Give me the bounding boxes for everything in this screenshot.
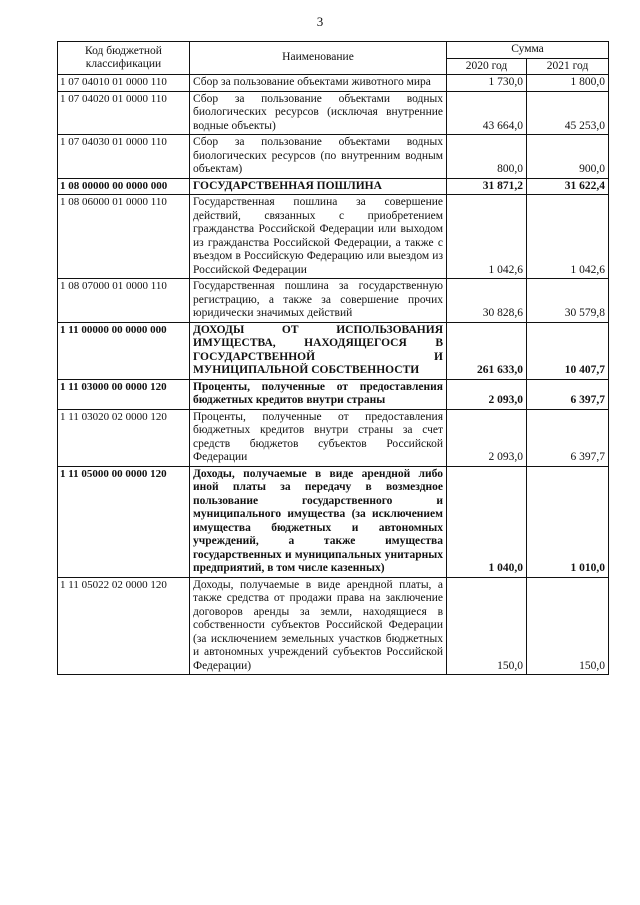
- table-row: [58, 75, 609, 92]
- budget-table: [57, 41, 609, 675]
- table-row: [58, 135, 609, 179]
- row-sum-2021: 1 010,0: [527, 466, 609, 577]
- table-row: [58, 379, 609, 409]
- row-code: 1 11 03000 00 0000 120: [58, 379, 190, 409]
- row-code: 1 08 06000 01 0000 110: [58, 195, 190, 279]
- row-code: 1 11 03020 02 0000 120: [58, 409, 190, 466]
- row-name: Сбор за пользование объектами животного мира: [190, 75, 447, 92]
- row-code: 1 08 07000 01 0000 110: [58, 279, 190, 323]
- row-name: Сбор за пользование объектами водных биологических ресурсов (исключая внутренние водные объекты): [190, 91, 447, 135]
- row-sum-2020: 150,0: [447, 577, 527, 675]
- row-code: 1 11 05000 00 0000 120: [58, 466, 190, 577]
- row-code: 1 11 00000 00 0000 000: [58, 322, 190, 379]
- table-row: [58, 195, 609, 279]
- table-header: [58, 42, 609, 75]
- row-sum-2021: 900,0: [527, 135, 609, 179]
- row-code: 1 07 04010 01 0000 110: [58, 75, 190, 92]
- row-name: ГОСУДАРСТВЕННАЯ ПОШЛИНА: [190, 178, 447, 195]
- row-name: Проценты, полученные от предоставления бюджетных кредитов внутри страны за счет средств бюджетов субъектов Российской Федерации: [190, 409, 447, 466]
- row-code: 1 07 04020 01 0000 110: [58, 91, 190, 135]
- table-row: [58, 178, 609, 195]
- header-year-2021: 2021 год: [527, 58, 609, 75]
- table-row: [58, 279, 609, 323]
- header-name: Наименование: [190, 42, 447, 75]
- row-code: 1 08 00000 00 0000 000: [58, 178, 190, 195]
- row-sum-2020: 1 042,6: [447, 195, 527, 279]
- table-row: [58, 322, 609, 379]
- header-code: Код бюджетной классификации: [58, 42, 190, 75]
- row-sum-2020: 30 828,6: [447, 279, 527, 323]
- row-sum-2021: 1 042,6: [527, 195, 609, 279]
- row-sum-2021: 30 579,8: [527, 279, 609, 323]
- row-sum-2020: 2 093,0: [447, 379, 527, 409]
- row-name: Доходы, получаемые в виде арендной либо иной платы за передачу в возмездное пользование государственного и муниципального имущества (за исключением имущества бюджетных и автономных учреждений, а также имущества государственных и муниципальных унитарных предприятий, в том числе казенных): [190, 466, 447, 577]
- row-name: Сбор за пользование объектами водных биологических ресурсов (по внутренним водным объектам): [190, 135, 447, 179]
- row-sum-2021: 10 407,7: [527, 322, 609, 379]
- table-row: [58, 91, 609, 135]
- row-name: Государственная пошлина за совершение действий, связанных с приобретением гражданства Российской Федерации или выходом из гражданства Российской Федерации, а также с въездом в Российскую Федерацию или выездом из Российской Федерации: [190, 195, 447, 279]
- row-sum-2021: 31 622,4: [527, 178, 609, 195]
- table-body: [58, 75, 609, 675]
- row-sum-2020: 261 633,0: [447, 322, 527, 379]
- row-sum-2020: 800,0: [447, 135, 527, 179]
- row-sum-2020: 2 093,0: [447, 409, 527, 466]
- table-row: [58, 577, 609, 675]
- row-name: Проценты, полученные от предоставления бюджетных кредитов внутри страны: [190, 379, 447, 409]
- row-sum-2020: 1 040,0: [447, 466, 527, 577]
- row-code: 1 07 04030 01 0000 110: [58, 135, 190, 179]
- row-sum-2021: 45 253,0: [527, 91, 609, 135]
- row-name: ДОХОДЫ ОТ ИСПОЛЬЗОВАНИЯ ИМУЩЕСТВА, НАХОДЯЩЕГОСЯ В ГОСУДАРСТВЕННОЙ И МУНИЦИПАЛЬНОЙ СОБСТВЕННОСТИ: [190, 322, 447, 379]
- table-row: [58, 409, 609, 466]
- row-name: Доходы, получаемые в виде арендной платы, а также средства от продажи права на заключение договоров аренды за земли, находящиеся в собственности субъектов Российской Федерации (за исключением земельных участков бюджетных и автономных учреждений субъектов Российской Федерации): [190, 577, 447, 675]
- row-sum-2021: 1 800,0: [527, 75, 609, 92]
- table-row: [58, 466, 609, 577]
- row-sum-2020: 1 730,0: [447, 75, 527, 92]
- row-sum-2020: 43 664,0: [447, 91, 527, 135]
- row-sum-2021: 6 397,7: [527, 409, 609, 466]
- row-sum-2020: 31 871,2: [447, 178, 527, 195]
- row-sum-2021: 150,0: [527, 577, 609, 675]
- row-sum-2021: 6 397,7: [527, 379, 609, 409]
- row-code: 1 11 05022 02 0000 120: [58, 577, 190, 675]
- row-name: Государственная пошлина за государственную регистрацию, а также за совершение прочих юридически значимых действий: [190, 279, 447, 323]
- header-year-2020: 2020 год: [447, 58, 527, 75]
- header-sum: Сумма: [447, 42, 609, 59]
- page-number: 3: [316, 14, 324, 29]
